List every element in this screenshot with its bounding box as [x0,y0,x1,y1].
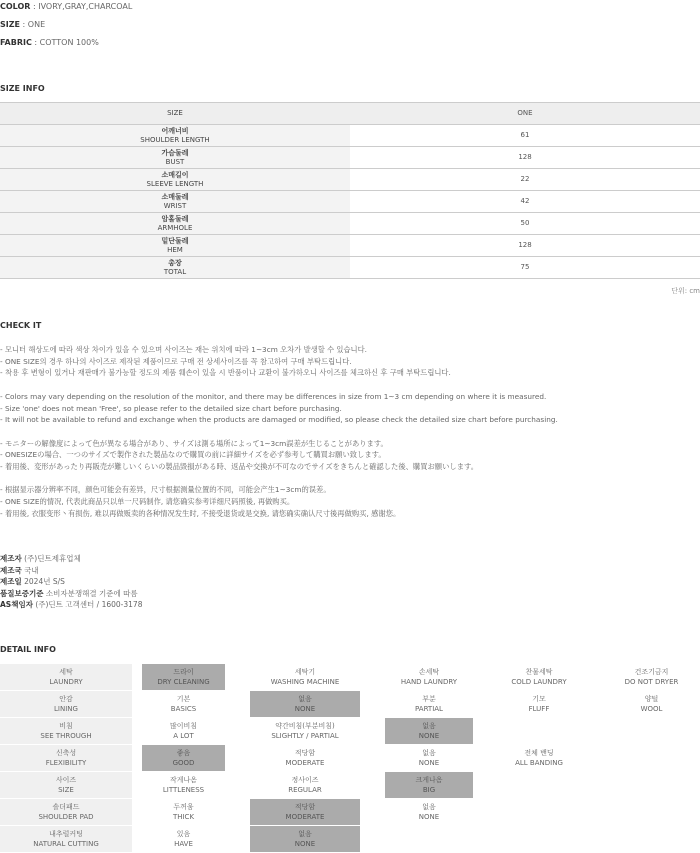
size-table [0,102,700,279]
detail-cell-ko: 없음 [422,721,436,730]
size-row-value: 128 [350,235,700,257]
size-row-label [0,191,350,213]
detail-cell [385,799,473,825]
size-row-value: 75 [350,257,700,279]
size-info-title: SIZE INFO [0,84,45,93]
detail-cell-en: LITTLENESS [162,786,205,794]
note-line: - 모니터 해상도에 따라 색상 차이가 있을 수 있으며 사이즈는 재는 위치에 따라 1~3cm 오차가 발생할 수 있습니다. [0,345,367,354]
detail-cell-ko: 두꺼움 [173,802,194,811]
detail-cell [603,664,700,690]
size-row-label-ko: 어깨너비 [161,126,189,135]
size-row-label-en: TOTAL [163,267,187,276]
detail-cell-selected [142,664,225,690]
detail-row [0,691,700,718]
detail-cell-ko: 손세탁 [418,667,440,676]
note-line: - 着用後、変形があったり再販売が難しいくらいの製品毀損がある時、返品や交換が不可なのでサイズをきちんと確認した後、購買お願いします。 [0,462,479,471]
detail-cell [603,799,700,825]
size-row-label-en: SLEEVE LENGTH [146,179,204,188]
detail-cell-ko: 기모 [532,694,546,703]
detail-cell-ko: 숄더패드 [52,802,80,811]
detail-cell-selected [385,718,473,744]
detail-cell-en: ALL BANDING [515,759,563,767]
detail-cell-en: NATURAL CUTTING [33,840,99,848]
detail-cell-en: FLEXIBILITY [45,759,87,767]
note-spacer [0,473,558,485]
detail-cell-ko: 기본 [176,694,191,703]
detail-cell-ko: 안감 [59,694,73,703]
detail-cell-ko: 신축성 [55,748,77,757]
size-row-value: 42 [350,191,700,213]
maker-label: 품질보증기준 [0,588,44,598]
detail-cell [385,691,473,717]
detail-row [0,799,700,826]
detail-row [0,664,700,691]
detail-cell-selected [250,691,360,717]
note-line: - ONE SIZE的情况, 代表此商品只以单一尺码制作, 请您确实参考详细尺码照後, 再做购买。 [0,497,295,507]
detail-cell-en: NONE [418,759,440,767]
detail-cell-ko: 건조기금지 [634,667,669,676]
detail-cell [0,772,132,798]
detail-grid [0,664,700,853]
maker-value: (주)딘트제휴업체 [21,554,81,563]
detail-cell [603,745,700,771]
detail-cell-ko: 찬물세탁 [525,667,553,676]
detail-cell-en: MODERATE [285,813,325,821]
size-row-label-en: SHOULDER LENGTH [140,135,210,144]
detail-cell [142,799,225,825]
maker-label: 제조일 [0,577,22,586]
detail-cell [495,691,583,717]
note-spacer [0,426,558,438]
size-row-label [0,125,350,147]
size-row-label-en: WRIST [163,201,187,210]
detail-cell [250,664,360,690]
detail-cell-en: NONE [294,840,316,848]
check-it-notes [0,344,558,520]
detail-cell [495,799,583,825]
detail-cell-ko: 비침 [59,721,73,730]
detail-cell-ko: 약간비침(부분비침) [275,721,335,730]
detail-cell [250,745,360,771]
detail-cell-ko: 없음 [422,802,436,811]
size-table-row [0,213,700,235]
detail-cell-en: HAVE [174,840,193,848]
size-row-label-en: HEM [167,245,183,254]
detail-cell-ko: 없음 [298,694,312,703]
detail-cell [0,745,132,771]
note-line: - ONE SIZE의 경우 하나의 사이즈로 제작된 제품이므로 구매 전 상세사이즈를 꼭 참고하여 구매 부탁드립니다. [0,356,352,366]
detail-cell-en: COLD LAUNDRY [511,678,567,686]
size-table-header [0,103,700,125]
detail-cell-ko: 많이비침 [169,721,198,730]
check-it-title: CHECK IT [0,321,42,330]
detail-cell-ko: 내추럴커팅 [49,829,83,838]
detail-cell [142,691,225,717]
detail-cell-en: THICK [172,813,195,821]
size-row-label-ko: 소매길이 [161,170,189,179]
detail-cell [250,772,360,798]
size-row-label [0,213,350,235]
detail-cell [385,664,473,690]
detail-cell [385,745,473,771]
detail-cell-selected [385,772,473,798]
size-row-label-en: ARMHOLE [157,223,193,232]
detail-cell [603,718,700,744]
detail-cell-en: SHOULDER PAD [38,813,94,821]
note-line: - 根据显示器分辨率不同，颜色可能会有差异，尺寸根据测量位置的不同，可能会产生1~3cm的误差。 [0,485,331,495]
note-line: - モニターの解像度によって色が異なる場合があり、サイズは測る場所によって1~3cm誤差が生じることがあります。 [0,438,388,448]
detail-cell [603,826,700,852]
detail-cell-ko: 사이즈 [55,775,77,784]
size-table-row [0,125,700,147]
spec-color: COLOR : IVORY,GRAY,CHARCOAL [0,2,133,11]
detail-cell-ko: 없음 [298,829,312,838]
detail-cell-en: DRY CLEANING [157,678,210,686]
detail-cell-ko: 작게나옴 [169,775,198,784]
detail-cell-en: WOOL [640,705,663,713]
size-row-label-ko: 가슴둘레 [161,148,189,157]
detail-cell-en: BASICS [170,705,197,713]
detail-cell-en: GOOD [172,759,195,767]
maker-value: 국내 [21,565,39,575]
detail-cell-ko: 적당함 [294,748,316,757]
detail-cell [495,664,583,690]
maker-value: (주)딘트 고객센터 / 1600-3178 [32,600,143,609]
size-row-value: 50 [350,213,700,235]
size-table-row [0,257,700,279]
detail-row [0,826,700,853]
detail-cell [0,799,132,825]
detail-cell-en: PARTIAL [415,705,443,713]
size-row-value: 22 [350,169,700,191]
maker-label: AS책임자 [0,600,33,609]
detail-cell-en: NONE [294,705,316,713]
detail-cell-en: FLUFF [528,705,550,713]
detail-cell-ko: 없음 [422,748,436,757]
detail-row [0,745,700,772]
size-table-row [0,235,700,257]
detail-row [0,718,700,745]
detail-cell [142,718,225,744]
detail-cell-selected [250,799,360,825]
size-header-value: ONE [350,103,700,125]
detail-cell-ko: 적당함 [294,802,316,811]
detail-cell-ko: 정사이즈 [291,775,319,784]
detail-cell-en: REGULAR [288,786,322,794]
maker-label: 제조국 [0,565,22,575]
maker-row [0,599,142,611]
size-header-label: SIZE [0,103,350,125]
detail-cell-en: SEE THROUGH [40,732,92,740]
note-line: - Colors may vary depending on the resolution of the monitor, and there may be differences in size from 1~3 cm depending on where it is measured. [0,391,547,401]
detail-cell-ko: 양털 [644,694,659,703]
detail-cell [142,772,225,798]
detail-cell-selected [250,826,360,852]
note-line: - 着用後, 衣服变形丶有损伤, 难以再做贩卖的各种情况发生时, 不接受退货或是交换, 请您确实确认尺寸後再做购买, 感谢您。 [0,508,401,518]
detail-cell-ko: 전체 밴딩 [524,748,554,757]
detail-cell-en: SLIGHTLY / PARTIAL [271,732,339,740]
detail-cell [495,718,583,744]
size-row-label-ko: 총장 [168,258,182,267]
detail-cell [495,772,583,798]
detail-cell [142,826,225,852]
size-row-value: 61 [350,125,700,147]
size-row-label [0,169,350,191]
spec-fabric: FABRIC : COTTON 100% [0,38,99,47]
detail-row [0,772,700,799]
maker-row [0,588,142,600]
detail-cell-ko: 크게나옴 [415,775,443,784]
detail-cell-en: MODERATE [285,759,325,767]
size-unit: 단위: cm [671,287,700,295]
detail-cell-en: NONE [418,732,440,740]
detail-cell-en: NONE [418,813,440,821]
detail-cell-ko: 좋음 [176,748,191,757]
maker-row [0,576,142,588]
size-row-label-ko: 밑단둘레 [161,236,189,245]
detail-cell-en: SIZE [58,786,74,794]
detail-cell-en: DO NOT DRYER [624,678,679,686]
maker-row [0,553,142,565]
size-row-label-ko: 소매둘레 [161,192,189,201]
detail-cell [0,718,132,744]
size-row-label-ko: 암홀둘레 [161,214,189,223]
spec-size: SIZE : ONE [0,20,46,29]
detail-cell [495,745,583,771]
size-table-row [0,169,700,191]
detail-cell-en: HAND LAUNDRY [400,678,458,686]
size-table-row [0,191,700,213]
detail-cell-en: LINING [54,705,78,713]
detail-cell [603,772,700,798]
detail-cell-ko: 부분 [422,694,436,703]
size-row-value: 128 [350,147,700,169]
detail-cell-en: WASHING MACHINE [270,678,340,686]
maker-value: 2024년 S/S [21,577,65,586]
detail-cell-ko: 있음 [176,829,191,838]
maker-label: 제조자 [0,554,22,563]
detail-cell-ko: 세탁기 [294,667,316,676]
note-line: - ONESIZEの場合、一つのサイズで製作された製品なので購買の前に詳細サイズを必ず参考して購買お願い致します。 [0,450,386,460]
detail-cell-en: BIG [422,786,436,794]
size-row-label [0,235,350,257]
detail-cell [250,718,360,744]
size-row-label [0,257,350,279]
detail-cell-en: LAUNDRY [49,678,83,686]
note-line: - 착용 후 변형이 있거나 재판매가 불가능할 정도의 제품 훼손이 있을 시 반품이나 교환이 불가하오니 사이즈를 체크하신 후 구매 부탁드립니다. [0,368,451,378]
size-table-row [0,147,700,169]
detail-info-title: DETAIL INFO [0,645,56,654]
detail-cell [385,826,473,852]
maker-row [0,565,142,577]
detail-cell [0,826,132,852]
size-row-label [0,147,350,169]
detail-cell-ko: 드라이 [173,667,194,676]
size-row-label-en: BUST [165,157,185,166]
maker-info [0,553,142,611]
detail-cell-en: A LOT [173,732,194,740]
detail-cell [0,691,132,717]
maker-value: 소비자분쟁해결 기준에 따름 [43,588,138,598]
detail-cell [603,691,700,717]
detail-cell [495,826,583,852]
note-line: - Size 'one' does not mean 'Free', so please refer to the detailed size chart before purchasing. [0,403,342,413]
detail-cell-ko: 세탁 [59,667,73,676]
note-line: - It will not be available to refund and exchange when the products are damaged or modified, so please check the detailed size chart before purchasing. [0,415,558,425]
detail-cell [0,664,132,690]
note-spacer [0,379,558,391]
detail-cell-selected [142,745,225,771]
